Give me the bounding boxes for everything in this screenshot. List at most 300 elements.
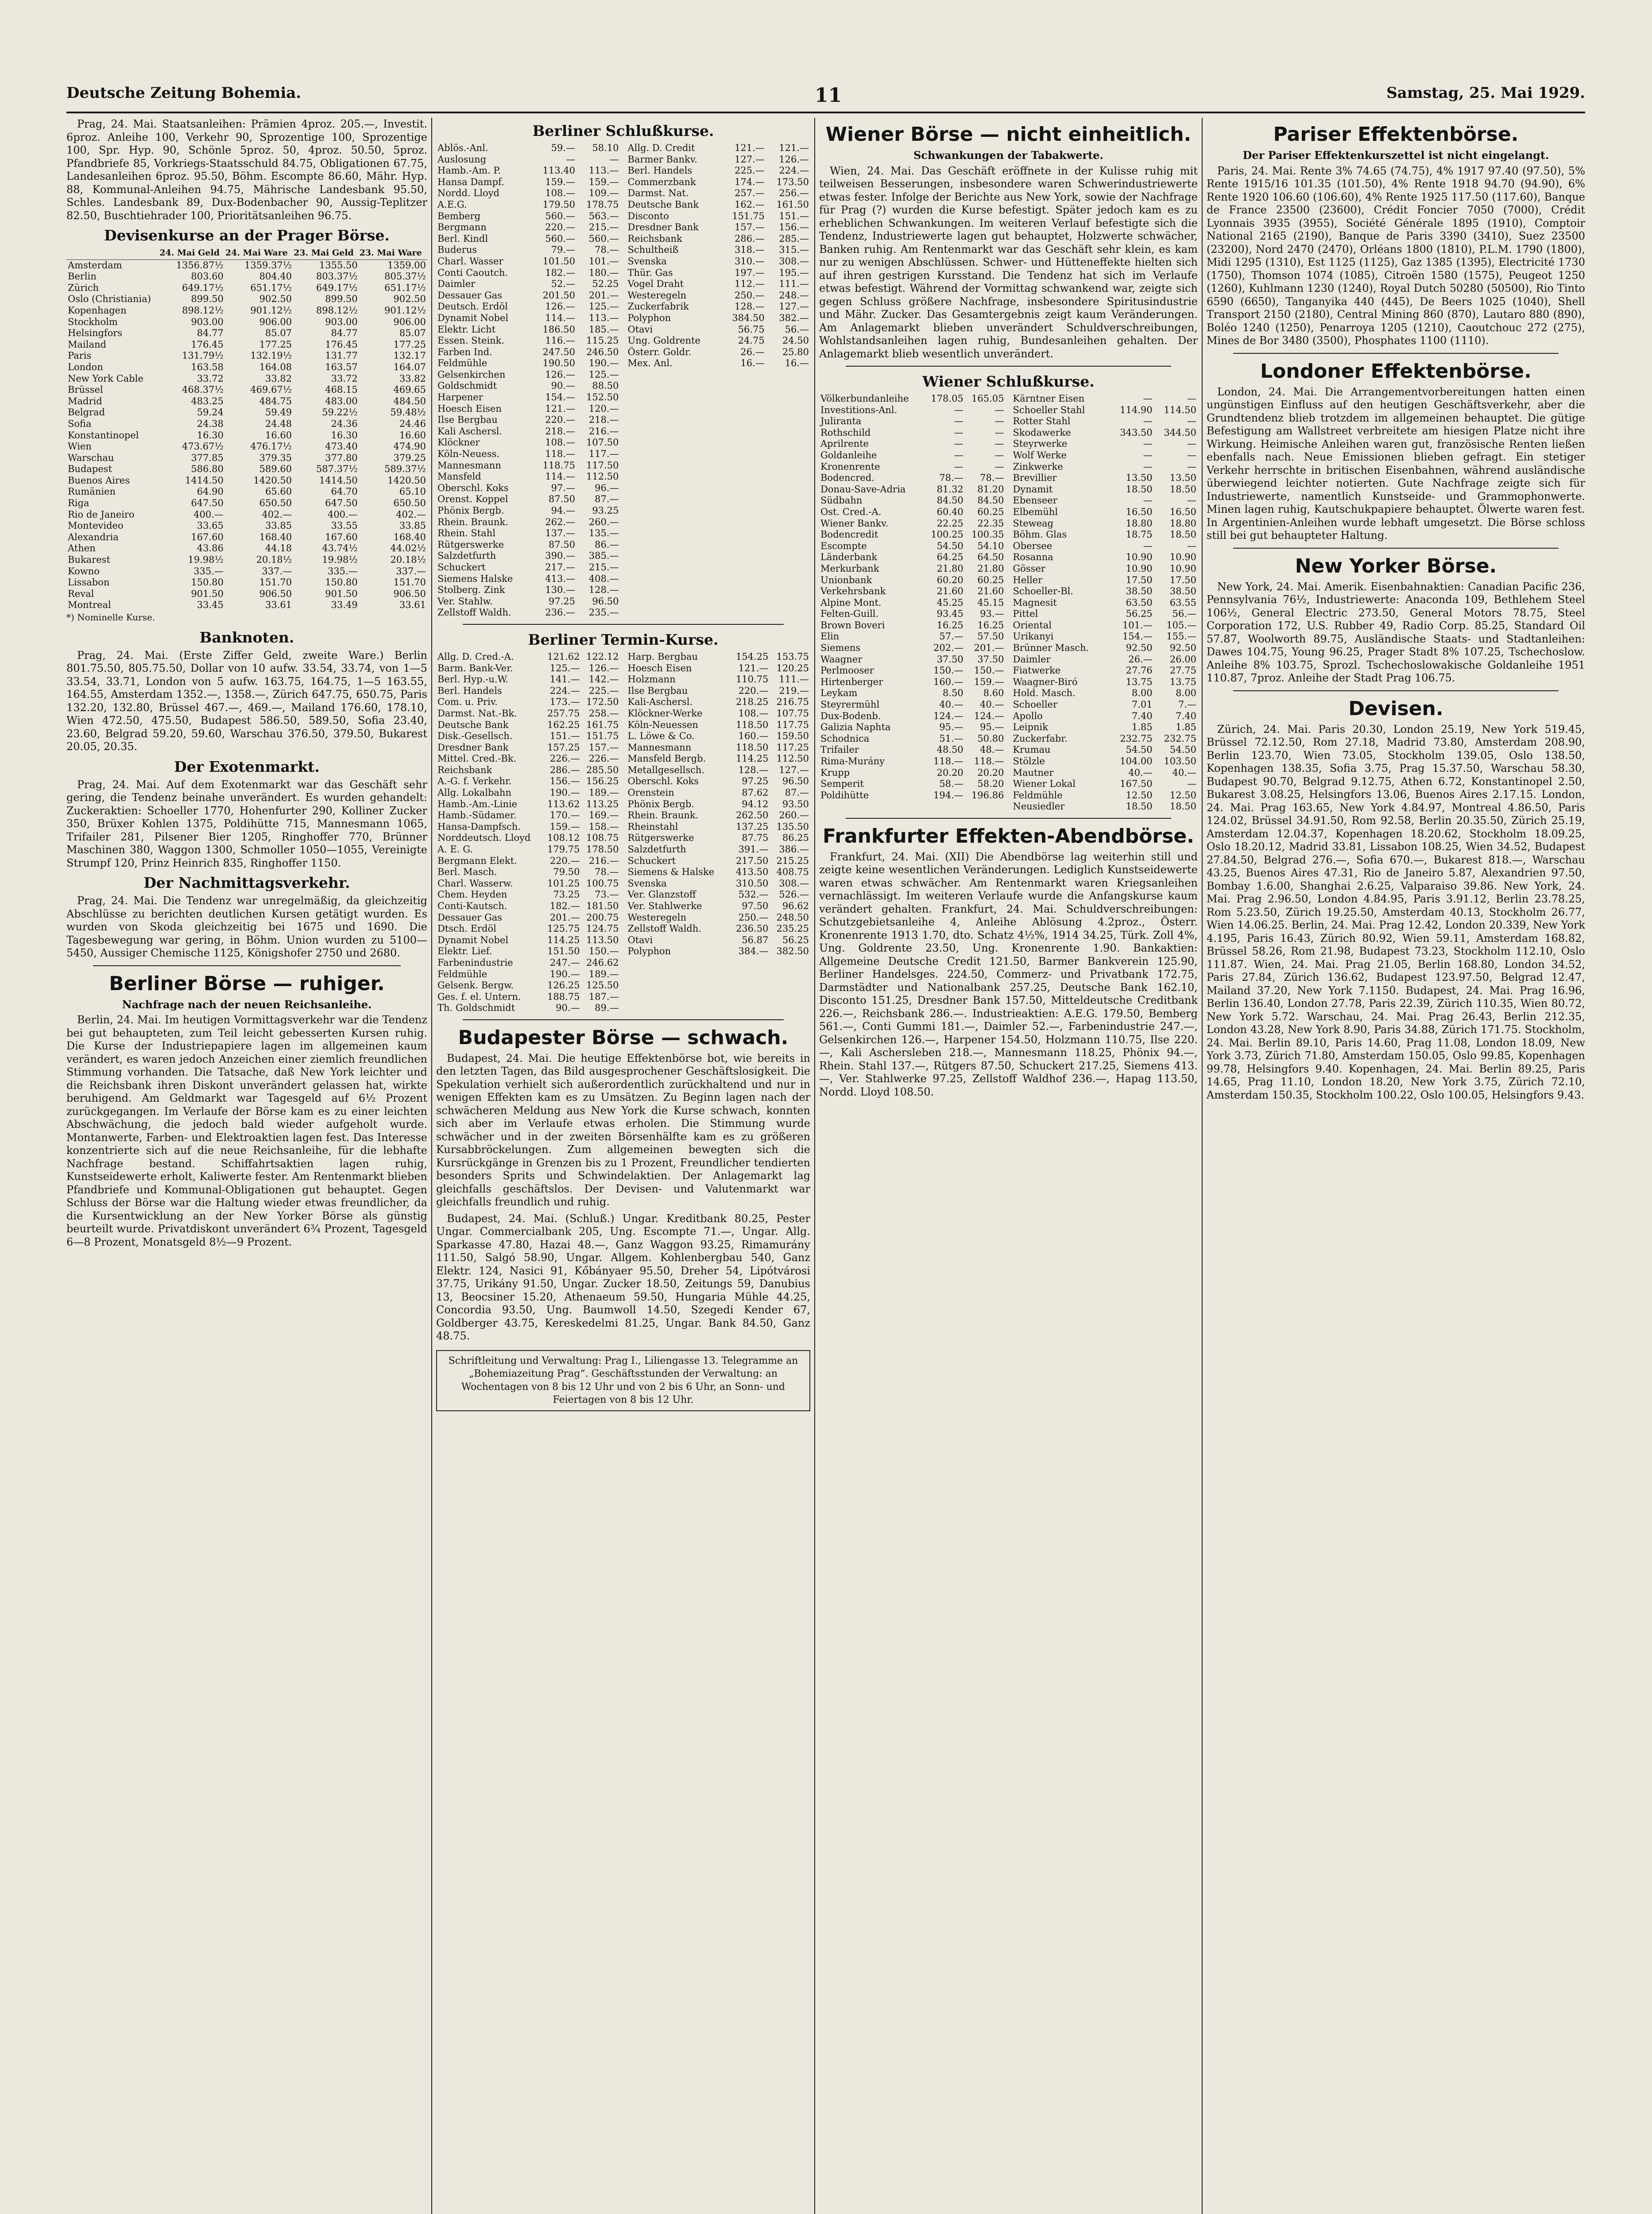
row-label: Köln-Neuess. bbox=[437, 449, 500, 460]
row-value: 59.22½ bbox=[322, 407, 358, 418]
row-value: 1414.50 bbox=[185, 475, 224, 486]
row-value: 135.50 bbox=[776, 821, 809, 832]
row-label: Zuckerfabr. bbox=[1013, 733, 1068, 744]
table-row bbox=[436, 889, 620, 901]
row-value: 163.58 bbox=[191, 361, 224, 372]
row-label: Donau-Save-Adria bbox=[820, 484, 906, 495]
row-label: Kopenhagen bbox=[68, 305, 127, 316]
separator bbox=[1233, 353, 1559, 354]
devisen-heading: Devisen. bbox=[1348, 697, 1443, 720]
table-row bbox=[627, 923, 811, 935]
row-label: Lissabon bbox=[68, 577, 110, 588]
row-value: 194.— bbox=[933, 790, 963, 801]
table-row bbox=[819, 393, 1006, 405]
row-value: 901.50 bbox=[325, 588, 358, 599]
row-value: 18.50 bbox=[1126, 484, 1153, 495]
row-label: Rumänien bbox=[68, 486, 116, 497]
row-value: 484.75 bbox=[259, 395, 292, 406]
table-row bbox=[819, 677, 1006, 688]
table-row bbox=[436, 901, 620, 912]
row-value: 400.— bbox=[193, 509, 224, 520]
row-value: 179.50 bbox=[542, 199, 575, 210]
row-value: 27.76 bbox=[1126, 665, 1153, 676]
row-value: 250.— bbox=[734, 290, 765, 301]
table-row bbox=[436, 290, 620, 302]
row-label: Mannesmann bbox=[627, 742, 692, 753]
table-row bbox=[436, 969, 620, 980]
table-row bbox=[627, 765, 811, 776]
row-value: — bbox=[1143, 449, 1153, 461]
row-value: 560.— bbox=[588, 233, 619, 244]
row-label: Paris bbox=[68, 350, 92, 361]
row-label: Barm. Bank-Ver. bbox=[437, 662, 513, 673]
row-label: Mailand bbox=[68, 339, 106, 350]
row-value: 310.50 bbox=[735, 878, 769, 889]
row-label: Berl. Hyp.-u.W. bbox=[437, 674, 509, 685]
row-value: 56.25 bbox=[782, 934, 809, 945]
row-value: 13.75 bbox=[1169, 676, 1196, 687]
row-value: 803.60 bbox=[191, 271, 224, 282]
row-label: Trifailer bbox=[820, 744, 859, 755]
budapester-text: Budapest, 24. Mai. Die heutige Effektenbörse bot, wie bereits in den letzten Tagen, das Bild ausgesprochener Geschäftslosigkeit. Die Spekulation verhielt sich außerordentlich zurückhaltend und nur in wenigen Effekten kam es zu Umsätzen. Zu Beginn lagen nach der schwächeren Meldung aus New York die Kurse schwach, konnten sich aber im Verlaufe etwas erholen. Die Stimmung wurde schwächer und in der zweiten Börsenhälfte kam es zu größeren Kursabbröckelungen. Zum allgemeinen bewegten sich die Kursrückgänge in Grenzen bis zu 1 Prozent, Freundlicher tendierten besonders Sprits und Schwindelaktien. Der Anlagemarkt lag gleichfalls geschäftslos. Der Devisen- und Valutenmarkt war gleichfalls freundlich und ruhig. bbox=[436, 1052, 810, 1208]
table-row bbox=[436, 437, 620, 449]
row-label: Phönix Bergb. bbox=[627, 798, 695, 809]
row-value: 157.— bbox=[588, 742, 619, 753]
row-label: Dtsch. Erdöl bbox=[437, 923, 496, 934]
row-value: 13.75 bbox=[1126, 676, 1153, 687]
nachmittag-text: Prag, 24. Mai. Die Tendenz war unregelmäßig, da gleichzeitig Abschlüsse zu berichten deutlichen Kursen getätigt wurden. Es wurden von Skoda gleichzeitig bei 1675 und 1690. Die Tagesbewegung war gering, in Böhm. Union wurden zu 5100—5450, Aussiger Chemische 1125, Königshofer 2750 und 2680. bbox=[66, 894, 427, 959]
row-value: 8.00 bbox=[1176, 688, 1196, 699]
row-value: 33.55 bbox=[331, 520, 358, 531]
row-value: 89.— bbox=[595, 1002, 619, 1014]
row-label: Hamb.-Am.-Linie bbox=[437, 798, 518, 809]
berliner-boerse-subheading: Nachfrage nach der neuen Reichsanleihe. bbox=[122, 998, 372, 1011]
row-value: 13.50 bbox=[1126, 472, 1153, 484]
row-value: 137.25 bbox=[735, 821, 769, 832]
exotenmarkt-text: Prag, 24. Mai. Auf dem Exotenmarkt war das Geschäft sehr gering, die Tendenz beinahe unverändert. Es wurden gehandelt: Zuckeraktien: Schoeller 1770, Hohenfurter 290, Kolliner Zucker 350, Brüxer Kohlen 1375, Poldihütte 715, Mannesmann 1065, Trifailer 281, Pilsener Bier 1205, Ringhoffer 770, Brünner Maschinen 380, Waggon 1300, Schmoller 1050—1055, Vereinigte Strumpf 120, Prinz Heinrich 835, Ringhoffer 1150. bbox=[66, 778, 427, 869]
table-row bbox=[436, 256, 620, 267]
row-value: 162.— bbox=[734, 199, 765, 210]
row-value: 54.50 bbox=[1169, 744, 1196, 755]
row-value: 156.— bbox=[549, 776, 580, 787]
budapester-kurse: Budapest, 24. Mai. (Schluß.) Ungar. Kreditbank 80.25, Pester Ungar. Commercialbank 205, Ung. Escompte 71.—, Ungar. Allg. Sparkasse 47.80, Hazai 48.—, Ganz Waggon 93.25, Rimamurány 111.50, Salgó 58.90, Ungar. Allgem. Kohlenbergbau 540, Ganz Elektr. 124, Nasici 91, Kőbányaer 95.50, Dreher 54, Lipótvárosi 37.75, Urikány 91.50, Ungar. Zucker 18.50, Zeitungs 59, Danubius 13, Beocsiner 15.20, Athenaeum 59.50, Hungaria Mühle 44.25, Concordia 93.50, Ung. Baumwoll 14.50, Szegedi Kender 67, Goldberger 43.75, Kereskedelmi 81.25, Ungar. Bank 84.50, Ganz 48.75. bbox=[436, 1212, 810, 1343]
table-row bbox=[1012, 711, 1198, 722]
row-value: 190.— bbox=[588, 358, 619, 369]
row-label: Österr. Goldr. bbox=[627, 346, 692, 357]
row-value: 33.85 bbox=[265, 520, 292, 531]
row-value: 474.90 bbox=[393, 441, 426, 452]
banknoten-text: Prag, 24. Mai. (Erste Ziffer Geld, zweite Ware.) Berlin 801.75.50, 805.75.50, Dollar von 10 aufw. 33.54, 33.74, von 1—5 33.54, 33.71, London von 5 aufw. 163.75, 164.75, 1—5 163.55, 164.55, Amsterdam 1352.—, 1358.—, Zürich 647.75, 650.75, Paris 132.20, 132.80, Brüssel 467.—, 469.—, Mailand 176.60, 178.10, Wien 472.50, 475.50, Budapest 586.50, 589.50, Sofia 23.40, 23.60, Belgrad 59.20, 59.60, Warschau 376.50, 379.50, Bukarest 20.05, 20.35. bbox=[66, 649, 427, 753]
row-value: 79.50 bbox=[553, 867, 580, 878]
row-label: Farbenindustrie bbox=[437, 957, 513, 968]
table-row bbox=[819, 756, 1006, 767]
table-row bbox=[436, 380, 620, 392]
table-row bbox=[436, 991, 620, 1003]
row-value: 96.50 bbox=[782, 776, 809, 787]
row-value: 79.— bbox=[551, 244, 575, 255]
row-value: 226.— bbox=[588, 753, 619, 764]
row-value: — bbox=[1143, 438, 1153, 449]
row-label: Com. u. Priv. bbox=[437, 697, 498, 708]
row-value: 92.50 bbox=[1169, 643, 1196, 654]
row-value: 400.— bbox=[327, 509, 358, 520]
row-value: 117.— bbox=[588, 449, 619, 460]
row-value: 85.07 bbox=[265, 328, 292, 339]
table-row bbox=[436, 742, 620, 754]
row-label: Oriental bbox=[1013, 619, 1052, 631]
row-label: Westeregeln bbox=[627, 290, 687, 301]
row-value: — bbox=[954, 404, 963, 415]
row-value: 56.25 bbox=[1126, 608, 1153, 619]
row-label: Heller bbox=[1013, 574, 1043, 585]
row-value: 113.— bbox=[588, 312, 619, 323]
table-row bbox=[1012, 529, 1198, 541]
table-row bbox=[1012, 495, 1198, 507]
row-label: Schuckert bbox=[437, 561, 486, 573]
row-label: Pittel bbox=[1013, 608, 1038, 619]
row-value: 484.50 bbox=[393, 395, 426, 406]
row-value: 386.— bbox=[779, 844, 809, 855]
table-row bbox=[819, 654, 1006, 666]
row-label: Schoeller Stahl bbox=[1013, 404, 1085, 415]
row-label: Hoesch Eisen bbox=[627, 662, 692, 673]
row-value: 78.— bbox=[595, 244, 619, 255]
row-label: Alexandria bbox=[68, 531, 119, 542]
table-row bbox=[436, 369, 620, 381]
table-row bbox=[436, 392, 620, 403]
table-row bbox=[627, 685, 811, 697]
row-label: Montevideo bbox=[68, 520, 124, 531]
table-row bbox=[436, 449, 620, 460]
row-label: Gelsenkirchen bbox=[437, 369, 506, 380]
row-label: Stölzle bbox=[1013, 756, 1045, 766]
row-label: Ablös.-Anl. bbox=[437, 143, 488, 153]
row-value: 118.50 bbox=[735, 719, 769, 730]
row-value: 57.— bbox=[939, 631, 963, 642]
row-value: 151.70 bbox=[393, 577, 426, 588]
row-value: 217.50 bbox=[735, 855, 769, 866]
table-row bbox=[1012, 665, 1198, 677]
table-row bbox=[627, 651, 811, 663]
row-value: 16.60 bbox=[265, 430, 292, 441]
frankfurter-text: Frankfurt, 24. Mai. (XII) Die Abendbörse lag weiterhin still und zeigte keine wesentlichen Veränderungen. Lediglich Kunstseidewerte waren etwas schwächer. Am Rentenmarkt waren Kriegsanleihen vernachlässigt. Im weiteren Verlaufe wurde die Anfangskurse kaum verändert gehalten. Frankfurt, 24. Mai. Schuldverschreibungen: Schutzgebietsanleihe 4, Anleihe Ablösung 4.2proz., Österr. Kronenrente 1913 1.70, dto. Schatz 4½%, 1914 34.25, Türk. Zoll 4%, Ung. Goldrente 23.50, Ung. Kronenrente 1.90. Bankaktien: Allgemeine Deutsche Credit 121.50, Barmer Bankverein 125.90, Berliner Handelsges. 224.50, Commerz- und Privatbank 172.75, Darmstädter und Nationalbank 257.25, Deutsche Bank 162.10, Disconto 151.25, Dresdner Bank 157.50, Mitteldeutsche Creditbank 226.—, Reichsbank 286.—. Industrieaktien: A.E.G. 179.50, Bemberg 561.—, Conti Gummi 181.—, Daimler 52.—, Farbenindustrie 247.—, Gelsenkirchen 126.—, Harpener 154.50, Holzmann 110.75, Ilse 220.—, Kali Aschersleben 218.—, Mannesmann 118.25, Phönix 94.—, Rhein. Stahl 137.—, Rütgers 87.50, Schuckert 217.25, Siemens 413.—, Ver. Stahlwerke 97.25, Zellstoff Waldhof 236.—, Hapag 113.50, Nordd. Lloyd 108.50. bbox=[819, 850, 1198, 1098]
row-value: 22.25 bbox=[936, 518, 963, 529]
row-label: London bbox=[68, 361, 103, 372]
table-row bbox=[436, 607, 620, 619]
row-value: 88.50 bbox=[592, 380, 619, 391]
table-row bbox=[436, 584, 620, 596]
row-value: 13.50 bbox=[1169, 472, 1196, 484]
row-label: Schodnica bbox=[820, 733, 870, 744]
table-row bbox=[436, 165, 620, 177]
row-value: 52.— bbox=[551, 279, 575, 290]
row-label: Rheinstahl bbox=[627, 821, 678, 832]
row-value: — bbox=[954, 416, 963, 427]
devisen-prag-heading: Devisenkurse an der Prager Börse. bbox=[104, 227, 390, 244]
row-value: — bbox=[565, 154, 575, 165]
table-row bbox=[627, 663, 811, 674]
table-row bbox=[436, 562, 620, 573]
row-value: 86.25 bbox=[782, 832, 809, 844]
row-label: Daimler bbox=[1013, 654, 1051, 665]
table-row bbox=[627, 697, 811, 708]
row-label: Darmst. Nat.-Bk. bbox=[437, 708, 517, 719]
row-value: 114.25 bbox=[547, 934, 580, 945]
row-label: Rütgerswerke bbox=[627, 832, 694, 844]
row-value: 906.50 bbox=[259, 588, 292, 599]
row-value: 63.55 bbox=[1169, 597, 1196, 608]
row-label: Reval bbox=[68, 588, 94, 599]
row-value: 128.— bbox=[588, 584, 619, 596]
row-value: 7.40 bbox=[1132, 710, 1153, 721]
table-row bbox=[627, 878, 811, 890]
row-label: Berl. Handels bbox=[437, 685, 502, 696]
staatsanleihen-text: Prag, 24. Mai. Staatsanleihen: Prämien 4proz. 205.—, Investit. 6proz. Anleihe 100, Verkehr 90, Sprozentige 100, Sprozentige 100, Spr. Hyp. 90, Schönle 5proz. 50, 4proz. 50.50, 5proz. Pfandbriefe 85, Vorkriegs-Staatsschuld 84.75, Obligationen 67.75, Landesanleihen 6proz. 95.50, Böhm. Escompte 86.60, Mähr. Hyp. 88, Kommunal-Anleihen 94.75, Mährische Landesbank 95.50, Schles. Landesbank 89, Dux-Bodenbacher 90, Aussig-Teplitzer 82.50, Buschtiehrader 100, Prioritätsanleihen 96.75. bbox=[66, 118, 427, 222]
table-row bbox=[66, 407, 427, 418]
row-label: Brown Boveri bbox=[820, 619, 885, 631]
table-row bbox=[819, 518, 1006, 530]
row-value: 103.50 bbox=[1164, 756, 1196, 766]
row-value: 21.80 bbox=[977, 563, 1004, 574]
row-label: Elektr. Licht bbox=[437, 324, 496, 335]
row-label: Zellstoff Waldh. bbox=[627, 923, 702, 934]
row-label: Goldschmidt bbox=[437, 380, 497, 391]
row-value: 114.— bbox=[545, 471, 575, 482]
row-value: 159.— bbox=[549, 821, 580, 832]
row-value: 167.60 bbox=[191, 531, 224, 542]
row-value: 182.— bbox=[545, 267, 575, 278]
row-label: Svenska bbox=[627, 878, 667, 889]
table-row bbox=[436, 753, 620, 765]
row-label: Barmer Bankv. bbox=[627, 154, 697, 165]
row-value: 122.12 bbox=[586, 651, 619, 662]
table-row bbox=[627, 901, 811, 912]
row-value: 109.— bbox=[588, 188, 619, 199]
table-row bbox=[66, 554, 427, 566]
row-label: Waagner bbox=[820, 654, 863, 665]
row-value: 163.57 bbox=[325, 361, 358, 372]
table-row bbox=[436, 414, 620, 426]
table-row bbox=[819, 438, 1006, 450]
row-value: 202.— bbox=[933, 643, 963, 654]
row-value: 33.45 bbox=[197, 600, 224, 611]
row-value: 1414.50 bbox=[319, 475, 358, 486]
row-value: 17.50 bbox=[1169, 574, 1196, 585]
row-value: 159.— bbox=[545, 176, 575, 187]
row-value: 101.50 bbox=[542, 255, 575, 267]
table-row bbox=[627, 335, 811, 347]
row-value: 93.50 bbox=[782, 798, 809, 809]
table-row bbox=[627, 358, 811, 369]
row-value: 154.— bbox=[545, 392, 575, 403]
row-label: Poldihütte bbox=[820, 790, 869, 801]
table-row bbox=[819, 608, 1006, 620]
table-row bbox=[627, 935, 811, 946]
table-row bbox=[436, 154, 620, 166]
berliner-schluss-heading: Berliner Schlußkurse. bbox=[532, 122, 714, 139]
table-row bbox=[819, 778, 1006, 790]
page-number: 11 bbox=[815, 84, 842, 107]
row-value: 24.50 bbox=[782, 335, 809, 346]
row-value: 87.75 bbox=[742, 832, 769, 844]
row-value: 27.75 bbox=[1169, 665, 1196, 676]
row-value: 142.— bbox=[588, 674, 619, 685]
table-row bbox=[1012, 393, 1198, 405]
table-row bbox=[819, 529, 1006, 541]
row-label: Wien bbox=[68, 441, 92, 452]
row-value: 107.50 bbox=[586, 437, 619, 448]
row-value: 126.— bbox=[588, 662, 619, 673]
row-value: 108.— bbox=[545, 188, 575, 199]
row-value: 285.— bbox=[779, 233, 809, 244]
table-row bbox=[627, 313, 811, 324]
row-value: 902.50 bbox=[259, 294, 292, 305]
table-row bbox=[66, 520, 427, 532]
row-label: Amsterdam bbox=[68, 259, 122, 271]
table-row bbox=[627, 177, 811, 188]
row-label: Allg. D. Credit bbox=[627, 143, 695, 153]
row-label: Charl. Wasserw. bbox=[437, 878, 513, 889]
row-label: Ilse Bergbau bbox=[437, 414, 498, 426]
row-value: 173.50 bbox=[776, 176, 809, 187]
row-label: Bukarest bbox=[68, 554, 110, 565]
row-value: 18.80 bbox=[1169, 518, 1196, 529]
row-value: 64.50 bbox=[977, 552, 1004, 563]
table-row bbox=[436, 573, 620, 585]
table-row bbox=[627, 731, 811, 742]
row-value: 402.— bbox=[262, 509, 292, 520]
row-value: — bbox=[1187, 449, 1196, 461]
table-row bbox=[627, 889, 811, 901]
table-row bbox=[627, 867, 811, 878]
row-value: 16.25 bbox=[936, 619, 963, 631]
table-row bbox=[819, 699, 1006, 711]
row-label: Mex. Anl. bbox=[627, 358, 673, 369]
row-value: 473.67½ bbox=[182, 441, 224, 452]
separator bbox=[93, 965, 401, 966]
row-label: Mansfeld bbox=[437, 471, 481, 482]
table-row bbox=[436, 244, 620, 256]
row-value: 18.50 bbox=[1169, 801, 1196, 812]
separator bbox=[846, 366, 1171, 367]
row-value: 43.74½ bbox=[322, 543, 358, 554]
row-label: Oberschl. Koks bbox=[627, 776, 699, 787]
row-label: Otavi bbox=[627, 324, 653, 335]
row-value: 94.— bbox=[551, 505, 575, 516]
table-row bbox=[627, 279, 811, 290]
row-value: 384.50 bbox=[732, 312, 765, 323]
table-row bbox=[66, 373, 427, 385]
table-row bbox=[436, 335, 620, 347]
row-label: Stockholm bbox=[68, 316, 118, 327]
table-row bbox=[436, 301, 620, 313]
row-value: 257.— bbox=[734, 188, 765, 199]
berliner-boerse-text: Berlin, 24. Mai. Im heutigen Vormittagsverkehr war die Tendenz bei gut behaupteten, zum Teil leicht gebesserten Kursen ruhig. Die Kurse der Industriepapiere lagen im allgemeinen kaum verändert, es waren jedoch Anzeichen einer ziemlich freundlichen Stimmung vorhanden. Die Tatsache, daß New York leichter und die Reichsbank ihren Diskont unverändert gelassen hat, wirkte beruhigend. Am Geldmarkt war Tagesgeld auf 6½ Prozent zurückgegangen. Im Verlaufe der Börse kam es zu einer leichten Abschwächung, die jedoch bald wieder aufgeholt wurde. Montanwerte, Farben- und Elektroaktien lagen fest. Das Interesse konzentrierte sich auf die neue Reichsanleihe, für die lebhafte Nachfrage bestand. Schiffahrtsaktien lagen ruhig, Kunstseidewerte erholt, Kaliwerte fester. Am Rentenmarkt blieben Pfandbriefe und Kommunal-Obligationen gut behauptet. Gegen Schluss der Börse war die Haltung wieder etwas freundlicher, da die Kursentwicklung an der New Yorker Börse als günstig beurteilt wurde. Privatdiskont unverändert 6¾ Prozent, Tagesgeld 6—8 Prozent, Monatsgeld 8½—9 Prozent. bbox=[66, 1014, 427, 1248]
row-value: 804.40 bbox=[259, 271, 292, 282]
row-value: 57.50 bbox=[977, 631, 1004, 642]
row-label: Athen bbox=[68, 543, 96, 554]
row-label: Ost. Cred.-A. bbox=[820, 506, 882, 517]
row-value: 33.72 bbox=[331, 373, 358, 384]
row-value: 33.65 bbox=[197, 520, 224, 531]
row-label: Westeregeln bbox=[627, 912, 687, 923]
table-row bbox=[66, 396, 427, 407]
row-value: 26.— bbox=[740, 346, 765, 357]
row-value: 54.50 bbox=[936, 540, 963, 551]
row-value: 197.— bbox=[734, 267, 765, 278]
schluss-table-left bbox=[436, 143, 620, 619]
row-value: 115.25 bbox=[586, 335, 619, 346]
row-label: Oberschl. Koks bbox=[437, 482, 509, 493]
row-value: 113.50 bbox=[586, 934, 619, 945]
table-row bbox=[66, 441, 427, 453]
row-value: — bbox=[1187, 393, 1196, 404]
row-value: 10.90 bbox=[1126, 563, 1153, 574]
row-label: Köln-Neuessen bbox=[627, 719, 698, 730]
table-row bbox=[66, 362, 427, 373]
row-value: 151.— bbox=[779, 210, 809, 221]
row-value: 153.75 bbox=[776, 651, 809, 662]
table-row bbox=[627, 821, 811, 833]
row-value: 258.— bbox=[588, 708, 619, 719]
row-value: 154.25 bbox=[735, 651, 769, 662]
row-value: 107.75 bbox=[776, 708, 809, 719]
table-row bbox=[819, 427, 1006, 439]
table-row bbox=[819, 552, 1006, 563]
row-value: 560.— bbox=[545, 210, 575, 221]
pariser-text: Paris, 24. Mai. Rente 3% 74.65 (74.75), 4% 1917 97.40 (97.50), 5% Rente 1915/16 101.35 (101.50), 4% Rente 1918 94.70 (94.90), 6% Rente 1920 106.60 (106.60), 4% Rente 1925 117.50 (117.60), Banque de France 23500 (23600), Crédit Foncier 7050 (7000), Crédit Lyonnais 3935 (3955), Société Générale 1895 (1910), Comptoir National 2165 (2190), Banque de Paris 3390 (3410), Suez 23500 (23200), Nord 2470 (2470), Orléans 1800 (1810), P.L.M. 1790 (1800), Midi 1295 (1310), Est 1125 (1125), Gaz 1385 (1395), Electricité 1730 (1750), Thomson 1074 (1085), Citroën 1580 (1575), Peugeot 1250 (1260), Kuhlmann 1230 (1240), Royal Dutch 50280 (50500), Rio Tinto 6590 (6650), Tanganyika 440 (445), De Beers 1025 (1040), Shell Transport 2150 (2180), Central Mining 860 (870), Lautaro 880 (890), Boléo 1240 (1250), Penarroya 1205 (1210), Caoutchouc 272 (275), Mines de Bor 3480 (3500), Phosphates 1100 (1110). bbox=[1207, 164, 1585, 347]
table-row bbox=[819, 767, 1006, 779]
row-value: 151.70 bbox=[259, 577, 292, 588]
newyorker-text: New York, 24. Mai. Amerik. Eisenbahnaktien: Canadian Pacific 236, Pennsylvania 76½, Industriewerte: Anaconda 109, Bethlehem Steel 106½, General Electric 273.50, General Motors 78.75, Steel Corporation 172, U.S. Rubber 49, Radio Corp. 85.25, Standard Oil 57.87, Woolworth 89.75, Ausländische Staats- und Stadtanleihen: Dawes 104.75, Young 96.25, Prager Stadt 8% 107.25, Tschechoslow. Anleihe 8% 103.75, Sprozl. Tschechoslowakische Goldanleihe 1951 110.87, 7proz. Anleihe der Stadt Prag 106.75. bbox=[1207, 580, 1585, 684]
row-value: 126.25 bbox=[547, 980, 580, 991]
row-value: 235.25 bbox=[776, 923, 809, 934]
row-value: 220.— bbox=[738, 685, 769, 696]
row-value: 12.50 bbox=[1169, 790, 1196, 801]
table-row bbox=[819, 711, 1006, 722]
row-value: 18.50 bbox=[1169, 529, 1196, 540]
row-value: 85.07 bbox=[399, 328, 426, 339]
column-divider bbox=[431, 118, 432, 2214]
row-value: 215.— bbox=[588, 561, 619, 573]
newyorker-heading: New Yorker Börse. bbox=[1295, 554, 1497, 577]
row-value: 113.25 bbox=[586, 798, 619, 809]
row-label: Rima-Murány bbox=[820, 756, 885, 766]
row-label: Escompte bbox=[820, 540, 867, 551]
row-value: 805.37½ bbox=[384, 271, 426, 282]
row-value: 78.— bbox=[980, 472, 1004, 484]
table-row bbox=[819, 484, 1006, 495]
wien-table-right bbox=[1012, 393, 1198, 813]
table-row bbox=[436, 358, 620, 369]
row-label: Hansa Dampf. bbox=[437, 176, 504, 187]
row-value: 18.75 bbox=[1126, 529, 1153, 540]
row-label: Elin bbox=[820, 631, 840, 642]
row-label: Svenska bbox=[627, 255, 667, 267]
row-label: Ver. Glanzstoff bbox=[627, 889, 696, 900]
table-row bbox=[1012, 563, 1198, 575]
wiener-boerse-text: Wien, 24. Mai. Das Geschäft eröffnete in der Kulisse ruhig mit teilweisen Besserungen, insbesondere waren Schwerindustriewerte etwas fester. Infolge der Berichte aus New York, sowie der Nachfrage für Prag (?) wurden die Kurse befestigt. Später jedoch kam es zu erheblichen Schwankungen. Im weiteren Verlauf befestigte sich die Tendenz, Industriewerte lagen gut behauptet, Holzwerte schwächer, Banken ruhig. Am Rentenmarkt war das Geschäft sehr klein, es kam nur zu wenigen Abschlüssen. Schwer- und Hütteneffekte hielten sich auf ihren gestrigen Kursstand. Die Tendenz hat sich im Verlaufe etwas befestigt. Während der Vormittag schwankend war, zeigte sich gegen Schluss größere Nachfrage, insbesondere Spiritusindustrie und Mähr. Zucker. Das Gesamtergebnis zeigt kaum Veränderungen. Am Anlagemarkt blieben unverändert Schuldverschreibungen, Wohlstandsanleihen lagen ruhig, Bundesanleihen gehalten. Der Anlagemarkt blieb wesentlich unverändert. bbox=[819, 164, 1198, 360]
table-row bbox=[1012, 575, 1198, 586]
row-value: 44.02½ bbox=[390, 543, 426, 554]
row-label: Böhm. Glas bbox=[1013, 529, 1067, 540]
row-label: Zinkwerke bbox=[1013, 461, 1063, 472]
row-value: 100.25 bbox=[931, 529, 963, 540]
row-value: 104.00 bbox=[1120, 756, 1153, 766]
row-value: 189.— bbox=[588, 787, 619, 798]
row-value: 413.50 bbox=[735, 867, 769, 878]
table-row bbox=[436, 279, 620, 290]
